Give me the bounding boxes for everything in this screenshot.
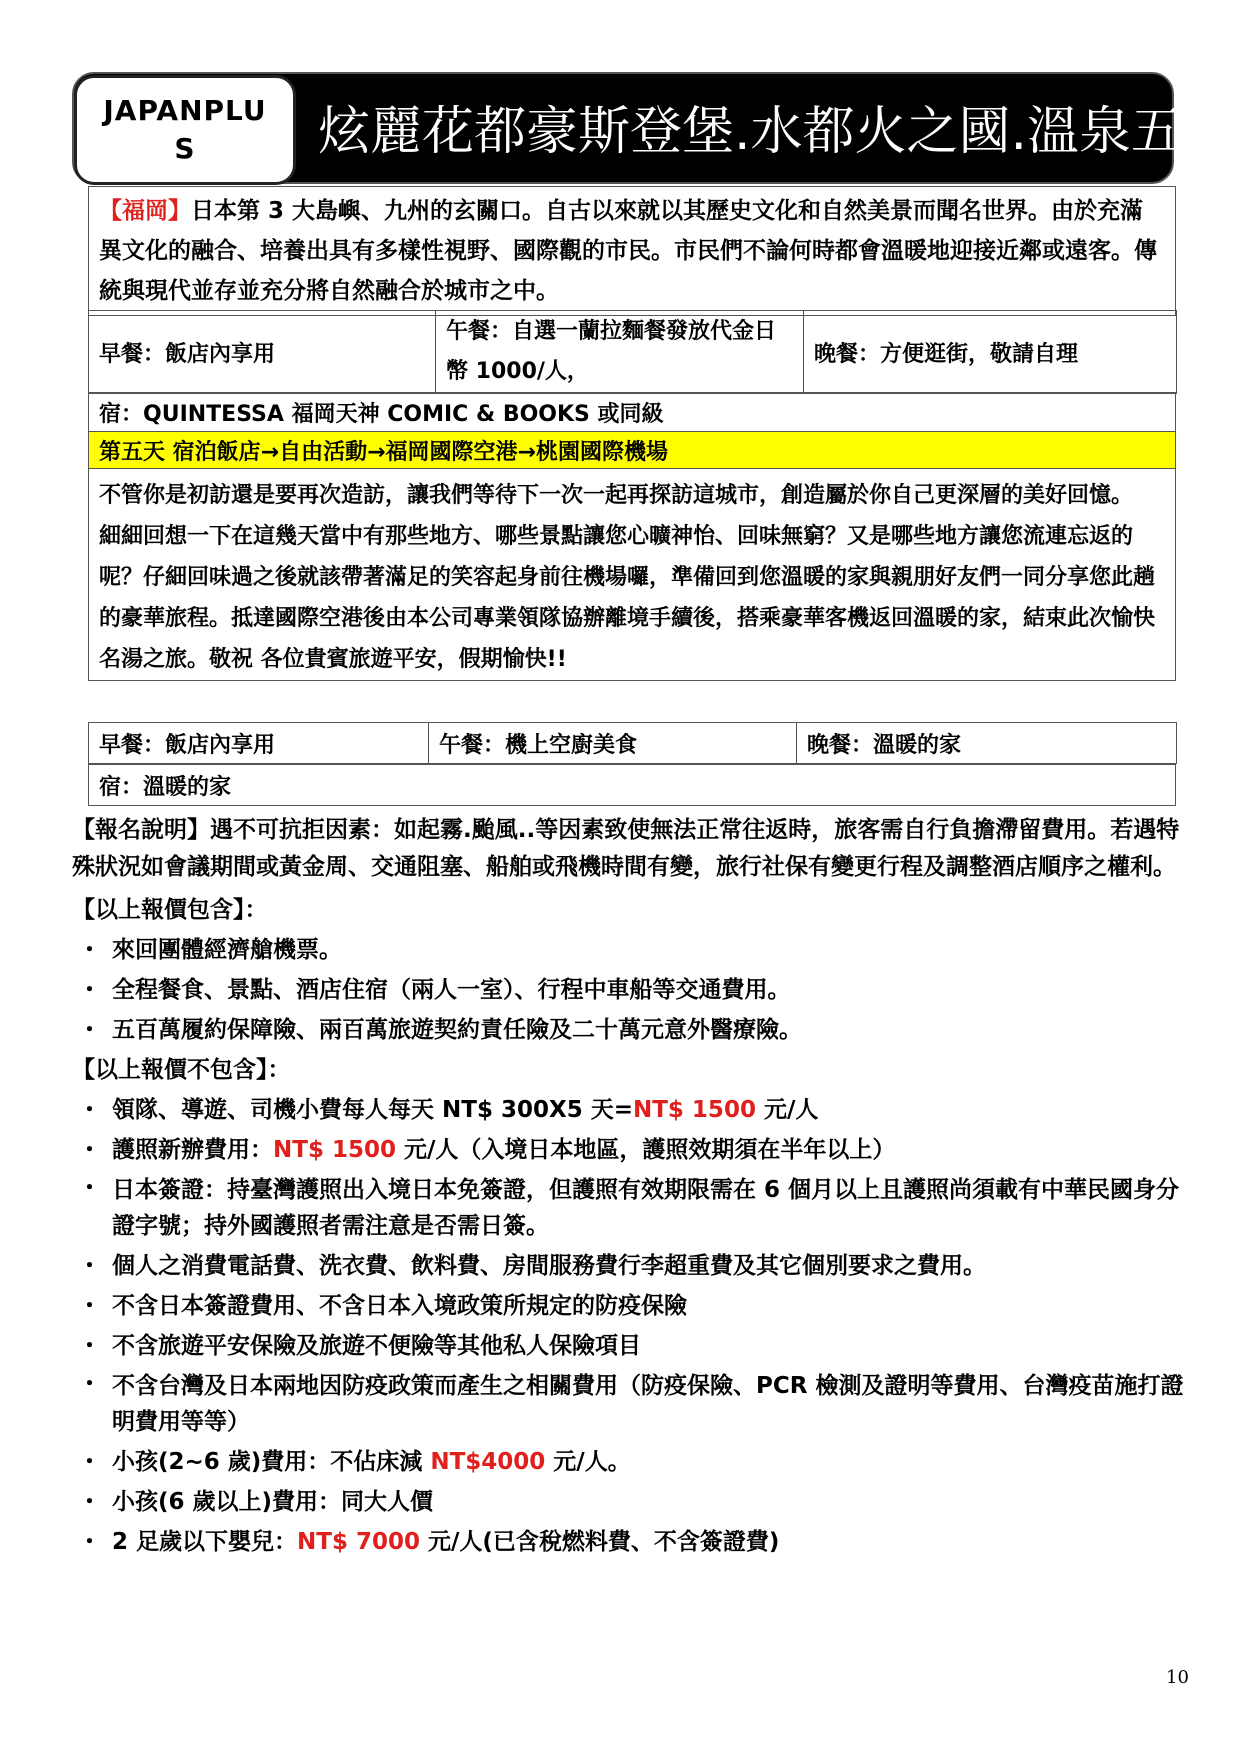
day5-table <box>88 392 1176 681</box>
day5-meals-table <box>88 722 1177 764</box>
bullet-icon: ・ <box>78 1017 101 1043</box>
logo <box>74 75 296 185</box>
logo-text: JAPANPLUS <box>103 94 267 165</box>
list-item <box>72 1482 1192 1522</box>
day4-lunch: 午餐：自選一蘭拉麵餐發放代金日幣 1000/人， <box>436 311 804 394</box>
bullet-icon: ・ <box>78 1137 101 1163</box>
bullet-icon: ・ <box>78 1529 101 1555</box>
bullet-icon: ・ <box>78 1175 101 1201</box>
excluded-item-8: 小孩(2~6 歲)費用：不佔床減 <box>112 1449 431 1475</box>
list-item <box>72 1286 1192 1326</box>
child-price: NT$4000 <box>430 1449 546 1475</box>
included-item-2: 全程餐食、景點、酒店住宿（兩人一室）、行程中車船等交通費用。 <box>112 977 791 1003</box>
list-item <box>72 1442 1192 1482</box>
bullet-icon: ・ <box>78 1449 101 1475</box>
bullet-icon: ・ <box>78 1293 101 1319</box>
fukuoka-intro-cell <box>89 187 1176 316</box>
day5-para-2: 細細回想一下在這幾天當中有那些地方、哪些景點讓您心曠神怡、回味無窮？又是哪些地方讓您流連忘返的呢？仔細回味過之後就該帶著滿足的笑容起身前往機場囉，準備回到您溫暖的家與親朋好友們一同分享您此趟的豪華旅程。抵達國際空港後由本公司專業領隊協辦離境手續後，搭乘豪華客機返回溫暖的家，結束此次愉快名湯之旅。敬祝 各位貴賓旅遊平安，假期愉快!! <box>99 524 1156 672</box>
included-title: 【以上報價包含】： <box>72 897 268 923</box>
bullet-icon: ・ <box>78 1489 101 1515</box>
day4-breakfast: 早餐：飯店內享用 <box>89 311 436 394</box>
fukuoka-tag: 【福岡】 <box>99 198 191 224</box>
bullet-icon: ・ <box>78 1371 101 1397</box>
day5-description <box>89 469 1176 681</box>
day4-hotel: 宿：QUINTESSA 福岡天神 COMIC & BOOKS 或同級 <box>89 393 1176 432</box>
included-item-3: 五百萬履約保障險、兩百萬旅遊契約責任險及二十萬元意外醫療險。 <box>112 1017 802 1043</box>
excluded-item-1: 領隊、導遊、司機小費每人每天 NT$ 300X5 天= <box>112 1097 633 1123</box>
list-item <box>72 970 1192 1010</box>
excluded-item-2-unit: 元/人（入境日本地區，護照效期須在半年以上） <box>395 1137 896 1163</box>
list-item <box>72 1522 1192 1562</box>
list-item <box>72 1130 1192 1170</box>
excluded-item-10: 2 足歲以下嬰兒： <box>112 1529 298 1555</box>
bullet-icon: ・ <box>78 1253 101 1279</box>
excluded-item-7: 不含台灣及日本兩地因防疫政策而產生之相關費用（防疫保險、PCR 檢測及證明等費用、台灣疫苗施打證明費用等等） <box>112 1373 1184 1435</box>
day5-title: 第五天 宿泊飯店→自由活動→福岡國際空港→桃園國際機場 <box>89 432 1176 469</box>
excluded-item-8-unit: 元/人。 <box>545 1449 631 1475</box>
list-item <box>72 1246 1192 1286</box>
list-item <box>72 1326 1192 1366</box>
excluded-item-3: 日本簽證：持臺灣護照出入境日本免簽證，但護照有效期限需在 6 個月以上且護照尚須載有中華民國身分證字號；持外國護照者需注意是否需日簽。 <box>112 1177 1180 1239</box>
excluded-title: 【以上報價不包含】： <box>72 1057 291 1083</box>
day4-dinner: 晚餐：方便逛街，敬請自理 <box>804 311 1177 394</box>
booking-notes <box>72 812 1192 1562</box>
infant-price: NT$ 7000 <box>297 1529 420 1555</box>
excluded-item-6: 不含旅遊平安保險及旅遊不便險等其他私人保險項目 <box>112 1333 641 1359</box>
tip-price: NT$ 1500 <box>632 1097 756 1123</box>
list-item <box>72 1366 1192 1442</box>
list-item <box>72 1010 1192 1050</box>
page-title: 炫麗花都豪斯登堡.水都火之國.溫泉五日 <box>318 102 1236 162</box>
excluded-item-10-unit: 元/人(已含稅燃料費、不含簽證費) <box>419 1529 780 1555</box>
day5-hotel-table <box>88 764 1176 806</box>
bullet-icon: ・ <box>78 977 101 1003</box>
day4-meals-table <box>88 310 1177 394</box>
day5-para-1: 不管你是初訪還是要再次造訪，讓我們等待下一次一起再探訪這城市，創造屬於你自己更深層的美好回憶。 <box>99 483 1134 508</box>
bullet-icon: ・ <box>78 1333 101 1359</box>
signup-note: 【報名說明】遇不可抗拒因素：如起霧.颱風..等因素致使無法正常往返時，旅客需自行負擔滯留費用。若遇特殊狀況如會議期間或黃金周、交通阻塞、船舶或飛機時間有變，旅行社保有變更行程及調整酒店順序之權利。 <box>72 817 1180 880</box>
included-item-1: 來回團體經濟艙機票。 <box>112 937 342 963</box>
bullet-icon: ・ <box>78 937 101 963</box>
day5-dinner: 晚餐：溫暖的家 <box>797 723 1177 764</box>
day5-hotel: 宿：溫暖的家 <box>89 765 1176 806</box>
list-item <box>72 930 1192 970</box>
list-item <box>72 1170 1192 1246</box>
page-number: 10 <box>1166 1667 1189 1688</box>
bullet-icon: ・ <box>78 1097 101 1123</box>
excluded-item-9: 小孩(6 歲以上)費用：同大人價 <box>112 1489 434 1515</box>
excluded-item-5: 不含日本簽證費用、不含日本入境政策所規定的防疫保險 <box>112 1293 687 1319</box>
passport-price: NT$ 1500 <box>273 1137 396 1163</box>
excluded-item-4: 個人之消費電話費、洗衣費、飲料費、房間服務費行李超重費及其它個別要求之費用。 <box>112 1253 986 1279</box>
day5-lunch: 午餐：機上空廚美食 <box>429 723 797 764</box>
list-item <box>72 1090 1192 1130</box>
excluded-item-2: 護照新辦費用： <box>112 1137 273 1163</box>
fukuoka-intro-table <box>88 186 1176 316</box>
day5-breakfast: 早餐：飯店內享用 <box>89 723 429 764</box>
excluded-item-1-unit: 元/人 <box>755 1097 819 1123</box>
fukuoka-text: 日本第 3 大島嶼、九州的玄關口。自古以來就以其歷史文化和自然美景而聞名世界。由於充滿異文化的融合、培養出具有多樣性視野、國際觀的市民。市民們不論何時都會溫暖地迎接近鄰或遠客。傳統與現代並存並充分將自然融合於城市之中。 <box>99 198 1157 304</box>
